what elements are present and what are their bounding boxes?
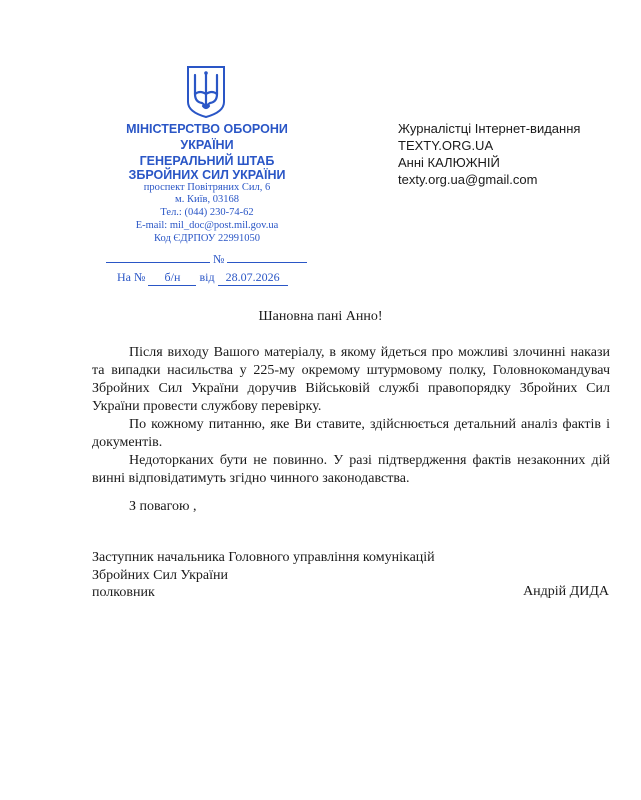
closing: З повагою , [129,499,197,514]
letterhead-ministry: МІНІСТЕРСТВО ОБОРОНИ [126,122,288,136]
letterhead-staff: ГЕНЕРАЛЬНИЙ ШТАБ [139,154,275,168]
addressee-line: Журналістці Інтернет-видання [398,121,581,136]
signer-rank: полковник [92,585,155,600]
registration-number-blank [227,250,307,263]
ref-number: б/н [148,270,196,286]
addressee-line: TEXTY.ORG.UA [398,138,494,153]
signer-position: Заступник начальника Головного управління комунікацій [92,550,435,565]
signer-name: Андрій ДИДА [523,584,609,599]
addressee-email: texty.org.ua@gmail.com [398,172,538,187]
body-paragraph: Недоторканих бути не повинно. У разі підтвердження фактів незаконних дій винні відповідатимуть згідно чинного законодавства. [92,453,610,486]
addressee-name: Анні КАЛЮЖНІЙ [398,155,500,170]
letter-body [92,344,610,488]
salutation: Шановна пані Анно! [258,309,383,324]
letterhead-phone: Тел.: (044) 230-74-62 [160,207,254,218]
letterhead-country: УКРАЇНИ [180,138,234,152]
ref-date: 28.07.2026 [218,270,288,286]
registration-line [106,250,307,267]
ref-prefix: На № [117,270,146,284]
letterhead-email: E-mail: mil_doc@post.mil.gov.ua [135,220,279,231]
body-paragraph: По кожному питанню, яке Ви ставите, здійснюється детальний аналіз фактів і документів. [92,417,610,450]
registration-date-blank [106,250,210,263]
letterhead-forces: ЗБРОЙНИХ СИЛ УКРАЇНИ [128,168,286,182]
ref-from: від [199,270,215,284]
signature-block [92,549,435,602]
addressee-block [398,120,580,188]
number-mark: № [213,252,225,266]
letterhead-code: Код ЄДРПОУ 22991050 [154,233,260,244]
letterhead-street: проспект Повітряних Сил, 6 [143,182,271,193]
body-paragraph: Після виходу Вашого матеріалу, в якому йдеться про можливі злочинні накази та випадки насильства у 225-му окремому штурмовому полку, Головнокомандувач Збройних Сил України доручив Військовій службі правопорядку Збройних Сил України провести службову перевірку. [92,345,610,414]
reference-line [117,270,288,286]
trident-emblem-icon [186,66,226,118]
letterhead-city: м. Київ, 03168 [175,194,239,205]
signer-position: Збройних Сил України [92,567,229,583]
